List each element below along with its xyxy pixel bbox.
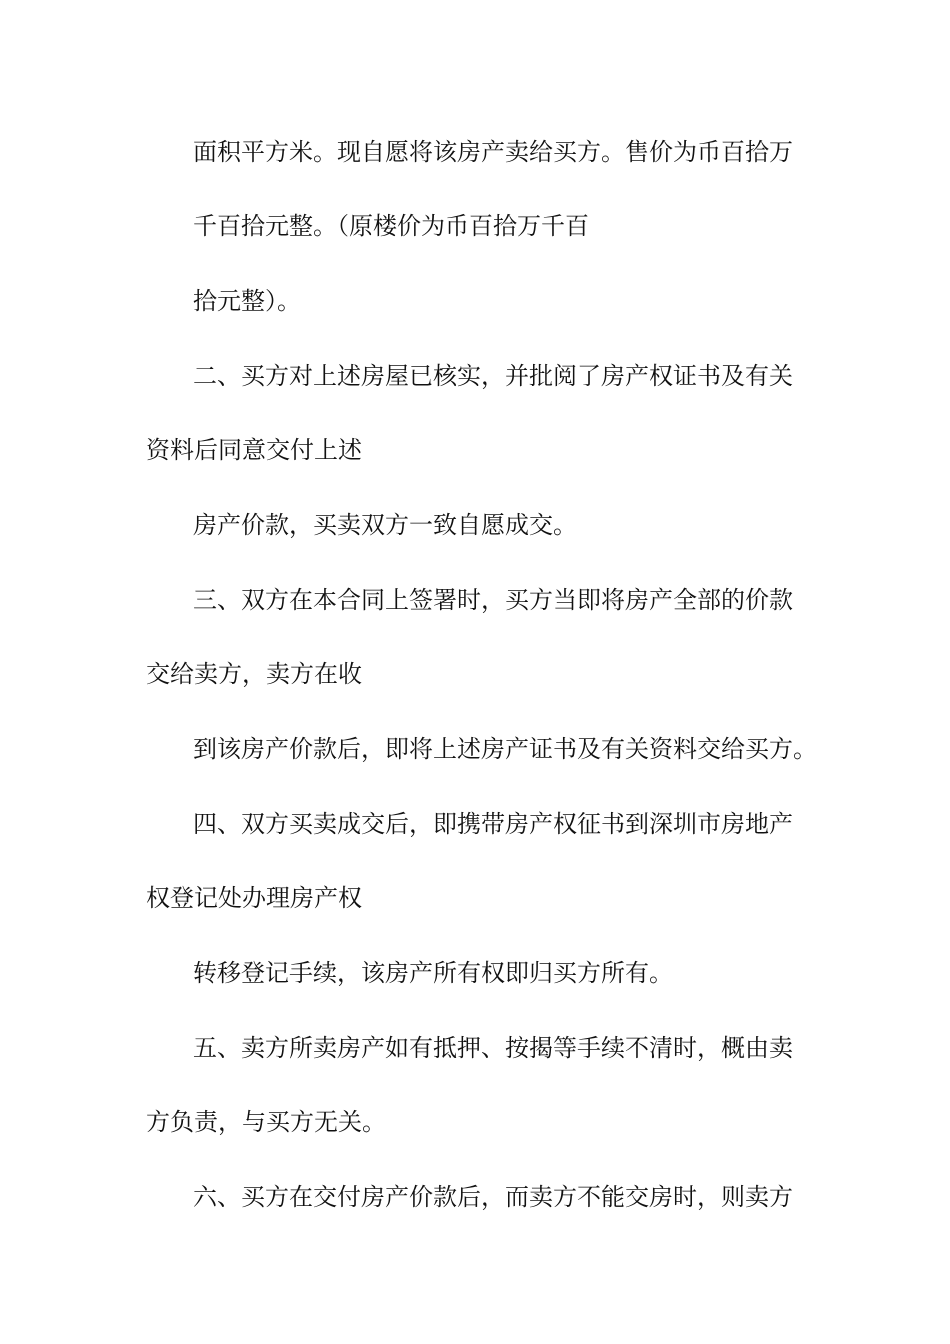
text-line: 资料后同意交付上述 xyxy=(146,436,362,464)
text-line: 五、卖方所卖房产如有抵押、按揭等手续不清时，概由卖 xyxy=(193,1034,793,1062)
text-line: 四、双方买卖成交后，即携带房产权征书到深圳市房地产 xyxy=(193,810,793,838)
text-line: 到该房产价款后，即将上述房产证书及有关资料交给买方。 xyxy=(193,735,817,763)
text-line: 转移登记手续，该房产所有权即归买方所有。 xyxy=(193,959,673,987)
text-line: 三、双方在本合同上签署时，买方当即将房产全部的价款 xyxy=(193,586,793,614)
text-line: 六、买方在交付房产价款后，而卖方不能交房时，则卖方 xyxy=(193,1183,793,1211)
text-line: 二、买方对上述房屋已核实，并批阅了房产权证书及有关 xyxy=(193,362,793,390)
text-line: 拾元整）。 xyxy=(193,287,301,315)
text-line: 面积平方米。现自愿将该房产卖给买方。售价为币百拾万 xyxy=(193,138,793,166)
text-line: 房产价款，买卖双方一致自愿成交。 xyxy=(193,511,577,539)
text-line: 方负责，与买方无关。 xyxy=(146,1108,386,1136)
text-line: 千百拾元整。（原楼价为币百拾万千百 xyxy=(193,212,589,240)
text-line: 交给卖方，卖方在收 xyxy=(146,660,362,688)
text-line: 权登记处办理房产权 xyxy=(146,884,362,912)
